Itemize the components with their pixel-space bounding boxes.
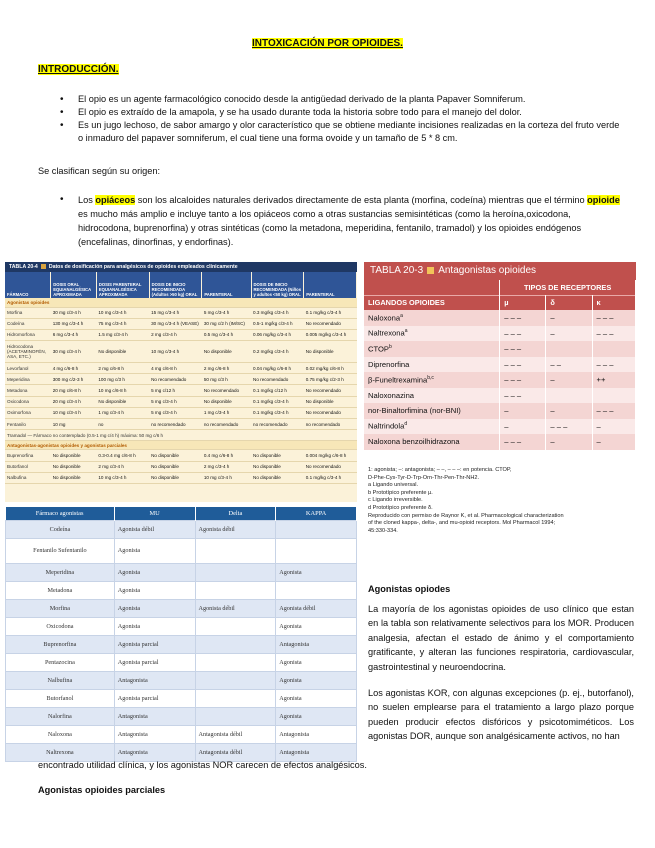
table-cell bbox=[195, 581, 276, 599]
table-cell: No disponible bbox=[51, 450, 97, 461]
table-20-4-column-header: DOSIS DE INICIO RECOMENDADA (Adultos >50 kg) ORAL bbox=[149, 272, 202, 298]
table-row bbox=[6, 599, 357, 617]
table-cell: 0.1 mg/kg c/12 h bbox=[251, 385, 304, 396]
table-20-3-note-line: Reproducido con permiso de Raynor K, et al. Pharmacological characterization bbox=[368, 512, 564, 519]
table-cell: Agonista parcial bbox=[114, 653, 195, 671]
table-cell: 0.5-1 mg/kg c/3-4 h bbox=[251, 318, 304, 329]
table-cell: No recomendado bbox=[304, 461, 357, 472]
table-cell: No disponible bbox=[96, 341, 149, 363]
table-cell: 0.1 mg/kg c/3-4 h bbox=[251, 396, 304, 407]
table-row bbox=[364, 388, 636, 404]
table-cell: Levorfanol bbox=[5, 363, 51, 374]
table-cell: 130 mg c/3-4 h bbox=[51, 318, 97, 329]
table-cell: no recomendado bbox=[304, 419, 357, 430]
table-cell: Antagonista débil bbox=[195, 725, 276, 743]
table-cell: Nalorfina bbox=[6, 707, 115, 725]
table-row bbox=[6, 689, 357, 707]
partial-agonists-heading: Agonistas opioides parciales bbox=[38, 785, 166, 795]
classify-bullet: • Los opiáceos son los alcaloides naturales derivados directamente de esta planta (morfina, codeína) mientras que el término opioide es mucho más amplio e incluye tanto a los opiáceos como a otras sustancias semisintéticas (como la heroína,oxicodona, hidrocodona, buprenorfina) y otras sintéticas (como la metadona, meperidina, fentanilo, tramadol) y los opioides endógenos (encefalinas, dinorfinas, y endorfinas). bbox=[60, 193, 625, 249]
table-cell: Antagonista bbox=[276, 725, 357, 743]
table-cell: No disponible bbox=[51, 461, 97, 472]
table-cell: Antagonista bbox=[114, 707, 195, 725]
table-row bbox=[5, 461, 357, 472]
table-row bbox=[6, 707, 357, 725]
table-cell: Agonista débil bbox=[195, 599, 276, 617]
table-cell: 10 mg c/3-4 h bbox=[149, 341, 202, 363]
ligand-name: CTOP$^b$ bbox=[364, 341, 500, 357]
table-cell: No disponible bbox=[304, 396, 357, 407]
table-row bbox=[364, 403, 636, 419]
intro-bullet: • Es un jugo lechoso, de sabor amargo y olor característico que se obtiene mediante incisiones realizadas en la corteza del fruto verde o inmaduro del papaver somniferum, el cual tiene una forma ovoide y un tamaño de 5 * 8 cm. bbox=[60, 119, 620, 145]
table-cell: No disponible bbox=[202, 396, 251, 407]
ligand-name: Naloxona$^a$ bbox=[364, 310, 500, 326]
table-20-4-column-header: DOSIS DE INICIO RECOMENDADA (Niños y adultos <50 kg) ORAL bbox=[251, 272, 304, 298]
table-cell: 4 mg c/6-8 h bbox=[149, 363, 202, 374]
table-cell: 100 mg c/3 h bbox=[96, 374, 149, 385]
receptor-cell: – – – bbox=[500, 434, 546, 450]
table-cell: 10 mg c/3-4 h bbox=[202, 472, 251, 483]
table-cell: No recomendado bbox=[202, 385, 251, 396]
table-cell: Codeína bbox=[5, 318, 51, 329]
table-cell: Codeína bbox=[6, 520, 115, 538]
table-20-4-column-header: PARENTERAL bbox=[304, 272, 357, 298]
table-20-4 bbox=[5, 262, 357, 502]
table-row bbox=[5, 419, 357, 430]
table-cell bbox=[195, 563, 276, 581]
receptor-group-header: TIPOS DE RECEPTORES bbox=[500, 280, 636, 295]
table-row bbox=[5, 450, 357, 461]
receptor-cell: – bbox=[546, 434, 592, 450]
intro-bullet-list bbox=[60, 93, 620, 145]
table-row bbox=[6, 653, 357, 671]
agonists-paragraph-1: La mayoría de los agonistas opioides de uso clínico que estan en la tabla son relativamente selectivos para los MOR. Producen analgesia, afectan el estado de ánimo y el comportamiento gratificante, y alteran las funciones respiratoria, cardiovascular, gastrointestinal y neuroendocrina. bbox=[368, 604, 634, 672]
ligand-name: Naltrindola$^d$ bbox=[364, 419, 500, 435]
table-cell: 30 mg c/3-4 h (VEASE) bbox=[149, 318, 202, 329]
table-cell: Agonista débil bbox=[114, 520, 195, 538]
table-cell: Agonista bbox=[114, 617, 195, 635]
footnote-marker: b,c bbox=[427, 374, 434, 381]
receptor-cell: – – bbox=[546, 357, 592, 373]
table-cell: Oxicodona bbox=[6, 617, 115, 635]
table-20-4-column-header: PARENTERAL bbox=[202, 272, 251, 298]
receptor-cell: – – – bbox=[592, 326, 635, 342]
table-20-4-grid bbox=[5, 272, 357, 484]
receptor-cell: – bbox=[592, 434, 635, 450]
table-20-3-note-line: of the cloned kappa-, delta-, and mu-opioid receptors. Mol Pharmacol 1994; bbox=[368, 520, 556, 527]
agonist-table bbox=[5, 507, 357, 762]
receptor-cell: – – – bbox=[500, 388, 546, 404]
table-cell: 0.2 mg/kg c/3-4 h bbox=[251, 341, 304, 363]
table-cell: 50 mg c/3 h bbox=[202, 374, 251, 385]
table-cell: 0.1 mg/kg c/3-4 h bbox=[304, 307, 357, 318]
table-row bbox=[5, 430, 357, 441]
table-cell: Hidrocodona (ACETAMINOFÉN, ASA, ETC.) bbox=[5, 341, 51, 363]
agonist-column-header: Fármaco agonistas bbox=[6, 507, 115, 520]
ligand-name: β-Funeltrexamina$^{b,c}$ bbox=[364, 372, 500, 388]
table-cell: no recomendado bbox=[251, 419, 304, 430]
table-row bbox=[364, 326, 636, 342]
table-cell: Oxicodona bbox=[5, 396, 51, 407]
table-row bbox=[5, 329, 357, 340]
table-cell: Agonista bbox=[276, 653, 357, 671]
receptor-cell: – bbox=[546, 326, 592, 342]
table-20-3-note-line: a Ligando universal. bbox=[368, 482, 419, 489]
receptor-cell: – bbox=[546, 403, 592, 419]
table-cell bbox=[276, 581, 357, 599]
table-cell: Agonista bbox=[114, 538, 195, 563]
agonist-table-grid bbox=[5, 507, 357, 762]
table-cell: 0.5 mg c/3-4 h bbox=[202, 329, 251, 340]
classify-bullet-list bbox=[60, 193, 625, 249]
table-cell bbox=[195, 671, 276, 689]
receptor-cell: – – – bbox=[500, 341, 546, 357]
table-cell: 10 mg c/6-8 h bbox=[96, 385, 149, 396]
table-cell: Agonista parcial bbox=[114, 689, 195, 707]
table-cell: No recomendado bbox=[304, 385, 357, 396]
table-cell: Agonista débil bbox=[195, 520, 276, 538]
receptor-cell: – – – bbox=[500, 372, 546, 388]
table-20-4-note: Tramadol — Fármaco no contemplado (0.5-1 mg c/4 h) máxima: 50 mg c/6 h bbox=[5, 430, 357, 441]
table-cell: Agonista bbox=[276, 617, 357, 635]
table-cell: Metadona bbox=[6, 581, 115, 599]
table-cell: Agonista bbox=[114, 581, 195, 599]
table-cell: 2 mg c/6-8 h bbox=[202, 363, 251, 374]
table-cell: 20 mg c/3-4 h bbox=[51, 396, 97, 407]
table-cell: No disponible bbox=[251, 461, 304, 472]
table-cell: Metadona bbox=[5, 385, 51, 396]
table-cell: Antagonista bbox=[114, 725, 195, 743]
table-cell: Agonista débil bbox=[276, 599, 357, 617]
table-cell: Naltrexona bbox=[6, 743, 115, 761]
table-row bbox=[364, 372, 636, 388]
receptor-cell bbox=[546, 341, 592, 357]
receptor-cell: – – – bbox=[500, 357, 546, 373]
table-20-3-grid: TIPOS DE RECEPTORES LIGANDOS OPIOIDES µ δ κ Naloxona$^a$ – – – – – – – Naltrexona$^a$ – – – – – – – CTOP$^b$ – – – Diprenorfina – – – – – – – – β-Funeltrexamina$^{b,c}$ – – – – ++ Naloxonazina – – – nor-Binaltorfimina (nor-BNI) – – – – – Naltrindola$^d$ – – – – – Naloxona benzoilhidrazona – – – – – bbox=[364, 280, 636, 450]
table-20-3-note-line: 45:330-334. bbox=[368, 527, 398, 534]
table-cell: No recomendado bbox=[149, 374, 202, 385]
table-20-3-note-line: c Ligando irreversible. bbox=[368, 497, 423, 504]
table-cell: 0.004 mg/kg c/6-8 h bbox=[304, 450, 357, 461]
table-cell: 5 mg c/3-4 h bbox=[149, 396, 202, 407]
table-cell: Buprenorfina bbox=[5, 450, 51, 461]
table-cell: No disponible bbox=[251, 472, 304, 483]
ligand-name: Diprenorfina bbox=[364, 357, 500, 373]
table-cell: No disponible bbox=[149, 461, 202, 472]
table-cell: 5 mg c/3-4 h bbox=[202, 307, 251, 318]
receptor-cell: – bbox=[546, 310, 592, 326]
table-row bbox=[5, 385, 357, 396]
table-cell: 6 mg c/3-4 h bbox=[51, 329, 97, 340]
table-cell: Butorfanol bbox=[5, 461, 51, 472]
table-cell: 4 mg c/6-8 h bbox=[51, 363, 97, 374]
table-row bbox=[6, 538, 357, 563]
table-cell: no bbox=[96, 419, 149, 430]
table-cell: 0.4 mg c/6-8 h bbox=[202, 450, 251, 461]
table-cell: no recomendado bbox=[202, 419, 251, 430]
table-20-4-group-row bbox=[5, 298, 357, 307]
table-cell: 20 mg c/6-8 h bbox=[51, 385, 97, 396]
table-cell: Agonista bbox=[276, 563, 357, 581]
receptor-cell: – – – bbox=[546, 419, 592, 435]
table-cell: 0.1 mg/kg c/3-4 h bbox=[251, 407, 304, 418]
footnote-marker: a bbox=[404, 328, 408, 335]
footnote-marker: d bbox=[404, 421, 408, 428]
table-20-4-column-header: FÁRMACO bbox=[5, 272, 51, 298]
table-cell: No recomendado bbox=[304, 407, 357, 418]
table-cell: 10 mg c/3-4 h bbox=[96, 307, 149, 318]
table-cell bbox=[195, 689, 276, 707]
table-cell: 2 mg c/6-8 h bbox=[96, 363, 149, 374]
table-cell: Morfina bbox=[6, 599, 115, 617]
footnote-marker: b bbox=[388, 343, 392, 350]
receptor-cell: ++ bbox=[592, 372, 635, 388]
table-cell: 15 mg c/3-4 h bbox=[149, 307, 202, 318]
table-cell: No disponible bbox=[251, 450, 304, 461]
table-cell: Antagonista bbox=[276, 635, 357, 653]
table-20-4-title: TABLA 20-4 Datos de dosificación para analgésicos de opioides empleados clínicamente bbox=[5, 262, 357, 272]
ligand-name: Naloxonazina bbox=[364, 388, 500, 404]
table-20-4-group-label: Agonistas opioides bbox=[5, 298, 357, 307]
table-row bbox=[6, 581, 357, 599]
table-cell: Butorfanol bbox=[6, 689, 115, 707]
table-20-4-column-header: DOSIS PARENTERAL EQUIANALGÉSICA APROXIMADA bbox=[96, 272, 149, 298]
table-cell: Oximorfona bbox=[5, 407, 51, 418]
table-row bbox=[5, 472, 357, 483]
table-cell: no recomendado bbox=[149, 419, 202, 430]
table-cell: Meperidina bbox=[5, 374, 51, 385]
table-cell: 30 mg c/3-4 h bbox=[51, 307, 97, 318]
receptor-cell: – bbox=[500, 403, 546, 419]
table-cell: 10 mg c/3-4 h bbox=[96, 472, 149, 483]
table-row bbox=[364, 341, 636, 357]
table-cell: Agonista bbox=[276, 689, 357, 707]
table-cell: 0.005 mg/kg c/3-4 h bbox=[304, 329, 357, 340]
table-cell: 10 mg bbox=[51, 419, 97, 430]
footnote-marker: a bbox=[400, 312, 403, 319]
table-20-3-note-line: b Prototípico preferente µ. bbox=[368, 489, 433, 496]
term-opioide: opioide bbox=[587, 195, 620, 205]
ligand-name: Naloxona benzoilhidrazona bbox=[364, 434, 500, 450]
table-cell: 30 mg c/3-4 h bbox=[51, 341, 97, 363]
table-cell: Fentanilo Sufentanilo bbox=[6, 538, 115, 563]
table-cell: No disponible bbox=[304, 341, 357, 363]
table-cell: Antagonista bbox=[114, 671, 195, 689]
table-cell: Agonista bbox=[276, 707, 357, 725]
table-cell: 75 mg c/3-4 h bbox=[96, 318, 149, 329]
receptor-cell: – – – bbox=[592, 403, 635, 419]
table-cell bbox=[276, 520, 357, 538]
table-cell: 1 mg c/3-4 h bbox=[96, 407, 149, 418]
table-row bbox=[5, 318, 357, 329]
table-cell: No disponible bbox=[149, 472, 202, 483]
ligand-column-header: LIGANDOS OPIOIDES bbox=[364, 295, 500, 310]
table-cell: 0.75 mg/kg c/2-3 h bbox=[304, 374, 357, 385]
square-icon bbox=[41, 264, 46, 269]
table-cell: Agonista bbox=[276, 671, 357, 689]
table-cell: Buprenorfina bbox=[6, 635, 115, 653]
receptor-cell: – – – bbox=[592, 357, 635, 373]
receptor-cell: – – – bbox=[500, 310, 546, 326]
table-cell: 10 mg c/3-4 h bbox=[51, 407, 97, 418]
table-cell: 1 mg c/3-4 h bbox=[202, 407, 251, 418]
intro-bullet: • El opio es un agente farmacológico conocido desde la antigüedad derivado de la planta Papaver Somniferum. bbox=[60, 93, 620, 106]
receptor-cell: – bbox=[500, 419, 546, 435]
table-row bbox=[6, 671, 357, 689]
receptor-cell: – bbox=[546, 372, 592, 388]
agonists-paragraph-tail: encontrado utilidad clínica, y los agonistas NOR carecen de efectos analgésicos. bbox=[38, 760, 367, 770]
table-cell bbox=[195, 707, 276, 725]
table-cell: 1.5 mg c/3-4 h bbox=[96, 329, 149, 340]
agonist-column-header: Delta bbox=[195, 507, 276, 520]
table-row bbox=[5, 374, 357, 385]
table-cell: No disponible bbox=[149, 450, 202, 461]
table-20-3-title: TABLA 20-3 Antagonistas opioides bbox=[364, 262, 636, 280]
receptor-cell bbox=[592, 341, 635, 357]
table-cell: 2 mg c/3-4 h bbox=[149, 329, 202, 340]
table-cell: 0.04 mg/kg c/6-8 h bbox=[251, 363, 304, 374]
table-row bbox=[6, 563, 357, 581]
table-row bbox=[364, 310, 636, 326]
table-20-3-note-line: 1: agonista; –: antagonista; – –, – – –: en potencia. CTOP, bbox=[368, 467, 512, 473]
table-cell: No disponible bbox=[51, 472, 97, 483]
table-cell: 0.3-0.4 mg c/6-8 h bbox=[96, 450, 149, 461]
table-cell: Agonista bbox=[114, 563, 195, 581]
table-row bbox=[364, 419, 636, 435]
table-row bbox=[5, 341, 357, 363]
table-cell: Pentazocina bbox=[6, 653, 115, 671]
table-row bbox=[364, 434, 636, 450]
table-cell: 30 mg c/2 h (IM/SC) bbox=[202, 318, 251, 329]
table-cell: Fentanilo bbox=[5, 419, 51, 430]
table-cell: 0.3 mg/kg c/3-4 h bbox=[251, 307, 304, 318]
table-20-3-note-line: D-Phe-Cys-Tyr-D-Trp-Orn-Thr-Pen-Thr-NH2. bbox=[368, 474, 480, 481]
table-cell: Meperidina bbox=[6, 563, 115, 581]
table-cell: Naloxona bbox=[6, 725, 115, 743]
table-cell: 0.02 mg/kg c/6-8 h bbox=[304, 363, 357, 374]
classify-text: Se clasifican según su origen: bbox=[38, 166, 161, 176]
table-cell: 0.1 mg/kg c/3-4 h bbox=[304, 472, 357, 483]
table-cell: 0.06 mg/kg c/3-4 h bbox=[251, 329, 304, 340]
table-cell bbox=[195, 538, 276, 563]
agonists-paragraph-2: Los agonistas KOR, con algunas excepciones (p. ej., butorfanol), no suelen emplearse para el tratamiento a largo plazo porque pueden producir efectos disfóricos y psicotomiméticos. Los agonistas DOR, aunque son analgésicamente activos, no han bbox=[368, 688, 634, 742]
table-cell: No recomendado bbox=[251, 374, 304, 385]
receptor-cell: – – – bbox=[500, 326, 546, 342]
table-cell: Agonista bbox=[114, 599, 195, 617]
term-opiaceos: opiáceos bbox=[95, 195, 136, 205]
table-cell: 2 mg c/3-4 h bbox=[202, 461, 251, 472]
table-row bbox=[5, 396, 357, 407]
table-20-4-group-row bbox=[5, 441, 357, 450]
table-row bbox=[6, 725, 357, 743]
table-cell: Antagonista bbox=[114, 743, 195, 761]
table-cell bbox=[195, 617, 276, 635]
ligand-name: nor-Binaltorfimina (nor-BNI) bbox=[364, 403, 500, 419]
table-cell bbox=[276, 538, 357, 563]
table-cell: Nalbufina bbox=[6, 671, 115, 689]
intro-heading: INTRODUCCIÓN. bbox=[38, 64, 119, 75]
table-row bbox=[364, 357, 636, 373]
page-title: INTOXICACIÓN POR OPIOIDES. bbox=[252, 38, 403, 49]
agonists-heading: Agonistas opiodes bbox=[368, 584, 451, 594]
intro-bullet: • El opio es extraído de la amapola, y se ha usado durante toda la historia sobre todo para el manejo del dolor. bbox=[60, 106, 620, 119]
agonist-column-header: MU bbox=[114, 507, 195, 520]
table-row bbox=[6, 635, 357, 653]
table-cell: Agonista parcial bbox=[114, 635, 195, 653]
receptor-cell bbox=[592, 388, 635, 404]
table-cell bbox=[195, 635, 276, 653]
table-row bbox=[5, 307, 357, 318]
table-cell: No disponible bbox=[202, 341, 251, 363]
table-row bbox=[6, 617, 357, 635]
table-row bbox=[6, 520, 357, 538]
table-20-3-note-line: d Prototípico preferente δ. bbox=[368, 504, 433, 511]
table-20-3 bbox=[364, 262, 636, 457]
receptor-cell bbox=[546, 388, 592, 404]
table-row bbox=[5, 407, 357, 418]
table-cell: 5 mg c/3-4 h bbox=[149, 407, 202, 418]
table-cell: No disponible bbox=[96, 396, 149, 407]
table-cell: No recomendado bbox=[304, 318, 357, 329]
table-cell: 2 mg c/3-4 h bbox=[96, 461, 149, 472]
table-cell: Hidromorfona bbox=[5, 329, 51, 340]
table-cell bbox=[195, 653, 276, 671]
table-20-3-notes bbox=[368, 467, 638, 535]
table-20-4-group-label: Antagonistas-agonistas opioides y agonistas parciales bbox=[5, 441, 357, 450]
receptor-cell: – – – bbox=[592, 310, 635, 326]
square-icon bbox=[427, 267, 434, 274]
table-cell: Antagonista débil bbox=[195, 743, 276, 761]
table-cell: Morfina bbox=[5, 307, 51, 318]
table-cell: 5 mg c/12 h bbox=[149, 385, 202, 396]
table-row bbox=[5, 363, 357, 374]
receptor-cell: – bbox=[592, 419, 635, 435]
ligand-name: Naltrexona$^a$ bbox=[364, 326, 500, 342]
table-20-4-column-header: DOSIS ORAL EQUIANALGÉSICA APROXIMADA bbox=[51, 272, 97, 298]
table-cell: Antagonista bbox=[276, 743, 357, 761]
table-row bbox=[6, 743, 357, 761]
table-cell: Nalbufina bbox=[5, 472, 51, 483]
table-cell: 300 mg c/2-3 h bbox=[51, 374, 97, 385]
agonist-column-header: KAPPA bbox=[276, 507, 357, 520]
